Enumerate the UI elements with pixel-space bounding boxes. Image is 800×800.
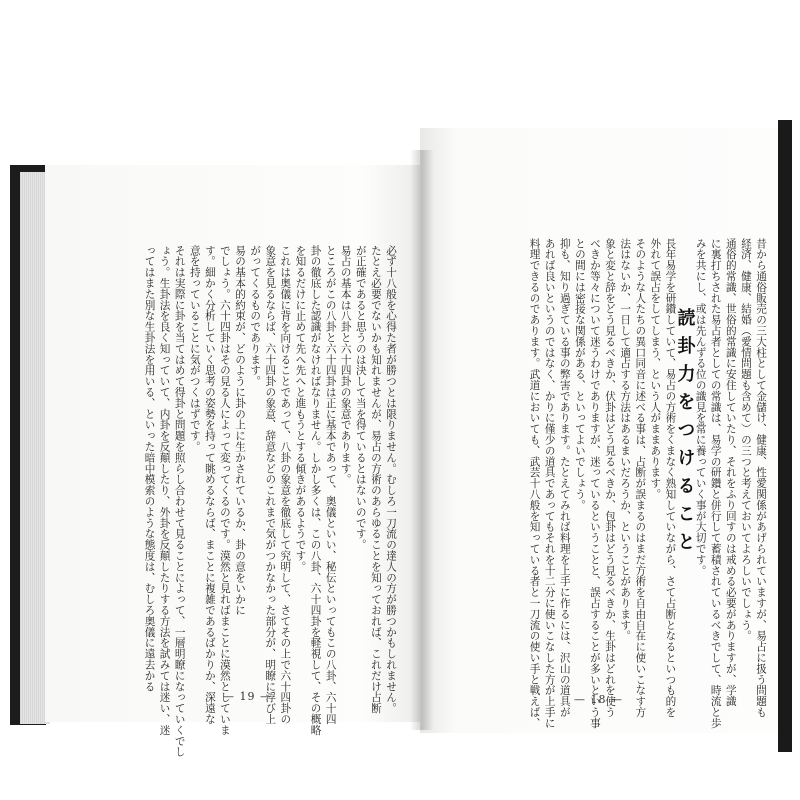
text-line: を知るだけに止めて先へ先へと進もうとする傾きがあるようです。 [294,245,307,572]
open-book [0,60,800,760]
text-line: ところがこの八卦と六十四卦は正に基本であって、奥儀といい、秘伝といってもこの八卦、六十四 [324,245,337,725]
text-line: が正確であると思うのは決して当を得ているとはないのです。 [354,245,367,551]
text-line: これは奥儀に背を向けることであって、八卦の象意を徹底して究明して、さてその上で六十四卦の [279,245,292,725]
text-line: 外れて誤占をしてしまう、という人がままあります。 [649,238,662,500]
text-line: 意を持っていることに気がつくはずです。 [188,245,201,453]
text-line: 抑も、知り過ぎている事の弊害であります。たとえてみれば料理を上手に作るには、沢山の道具が [558,238,571,718]
text-line: ってはまた別な生卦法を用いる、といった暗中模索のような態度は、むしろ奥儀に遠去かる [143,245,156,692]
text-line: がってくるものであります。 [249,245,262,387]
text-line: それは実際に卦を当てはめて得卦と問題を照らし合わせて見ることによって、一層明瞭になっていくでし [173,245,186,758]
left-page [45,165,420,758]
text-line: 象意を見るならば、六十四卦の象意、辞意などのこれまで気がつかなかった部分が、明瞭に浮び上 [264,245,277,725]
book-cover-right [778,120,792,752]
text-line: そのような人たちの異口同音に述べる事は、占断が誤まるのはまだ方術を自由自在に使いこなす方 [634,238,647,718]
text-line: 昔から通俗販売の三大柱として金儲け、健康、性愛関係があげられていますが、易占に扱う問題も [755,238,767,718]
text-line: ょう。生卦法を良く知っていて、内卦を反顛したり、外卦を反顛したりする方法を試みては迷い、迷 [158,245,171,736]
text-line: 経済、健康、結婚（愛情問題も含めて）の三つと考えておいてよろしいでしょう。 [739,238,752,642]
text-line: に裏打ちされた易占者としての常識は、易学の研鑽と併行して蓄積されているべきでして、時流と歩 [709,238,722,729]
text-line: との間には密接な関係がある、といってよいでしょう。 [573,238,586,511]
right-page [420,128,780,733]
text-line: みを共にし、或は先んずる位の識見を常に養っていく事が大切です。 [694,238,707,576]
page-number-right: — 18 — [574,693,623,706]
text-line: 卦の徹底した認識がなければなりません。しかし多くは、この八卦、六十四卦を軽視して、その概略 [309,245,322,736]
text-line: べきか等々について迷うわけでありますが、迷っているということと、誤占することが多いという事 [588,238,601,729]
text-line: 料理できるのであります。武道においても、武芸十八般を知っている者と一刀流の使い手と戦えば、 [528,238,541,729]
text-line: あれば良いというのではなく、かりに僅少の道具であってもそれを十二分に使いこなした方が上手に [543,238,556,729]
text-line: 必ず十八般を心得た者が勝つとは限りません。むしろ一刀流の達人の方が勝つかもしれません。 [385,245,397,714]
text-line: でしょう。六十四卦はその見る人によって変ってくるのです。漠然と見ればまことに漠然としていま [218,245,231,736]
left-page-text [141,245,398,758]
text-line: 易占の基本は八卦と六十四卦の象意であります。 [339,245,352,485]
text-line: 象と変と辞をどう見るべきか、伏卦はどう見るべきか、包卦はどう見るべきか、生卦はどれを使う [604,238,617,718]
text-line: 法はないか、一日して適占する方法はあるまいだろうか、ということがあります。 [619,238,632,642]
text-line: 通俗的常識、世俗的常識に安住していたり、それをふり回すのは戒める必要がありますが、学識 [724,238,737,707]
section-heading: 読卦力をつけること [674,308,696,560]
text-line: たとえ必要でないかも知れませんが、易占の方術のあらゆることを知っておれば、これだけ占断 [369,245,382,714]
right-page-text [527,238,769,729]
page-number-left: — 19 — [223,690,272,703]
text-line: 易の基本的約束が、どのように卦の上に生かされているか、卦の意をいかに [234,245,247,616]
text-line: す。細かく分析していく思考の姿勢を持って眺めるならば、まことに複雑であるばかりか、深遠な [203,245,216,725]
book-gutter [410,150,434,730]
text-line: 長年易学を研鑽していて、易占の方術をくまなく熟知していながら、さて占断となるといつも的を [664,238,677,718]
